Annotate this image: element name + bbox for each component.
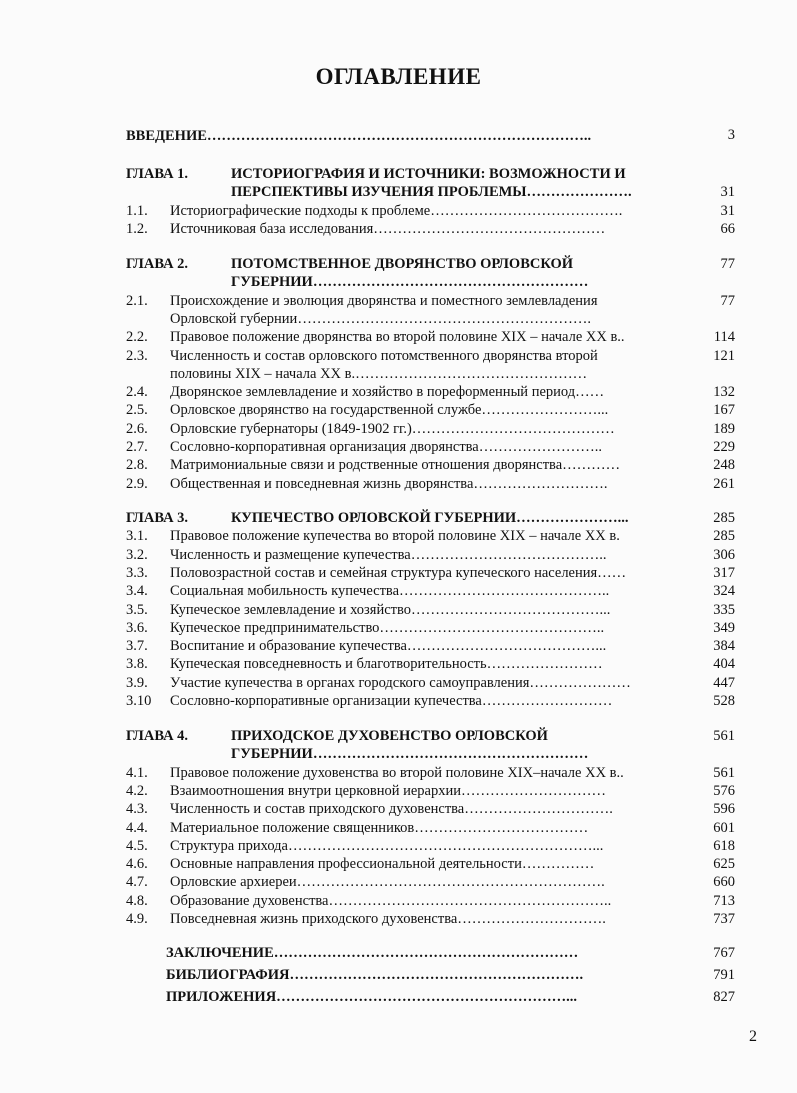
section-page: 737 <box>713 911 735 927</box>
section-number: 3.3. <box>126 564 148 581</box>
section-number: 3.8. <box>126 656 148 673</box>
section-page: 660 <box>713 874 735 891</box>
closing-label: БИБЛИОГРАФИЯ……………………………………………………. <box>166 967 584 983</box>
section-number: 2.5. <box>126 402 148 419</box>
closing-label: ЗАКЛЮЧЕНИЕ……………………………………………………… <box>166 945 579 961</box>
section-title: Матримониальные связи и родственные отношения дворянства………… <box>170 457 621 474</box>
section-number: 4.3. <box>126 801 148 818</box>
section-title: Орловские архиереи………………………………………………………. <box>170 874 605 891</box>
section-page: 261 <box>713 475 735 492</box>
section-page: 31 <box>720 202 735 219</box>
section-number: 3.4. <box>126 583 148 600</box>
section-title: Историографические подходы к проблеме…………………………………. <box>170 202 623 219</box>
page-title: ОГЛАВЛЕНИЕ <box>315 64 482 89</box>
section-page: 121 <box>713 347 735 364</box>
section-title: Орловское дворянство на государственной службе……………………... <box>170 402 609 419</box>
chapter-title: ГУБЕРНИИ………………………………………………… <box>231 746 589 763</box>
section-page: 447 <box>713 674 735 691</box>
section-number: 4.9. <box>126 911 148 927</box>
closing-page: 827 <box>713 989 735 1005</box>
section-number: 3.5. <box>126 601 148 618</box>
section-title: Орловские губернаторы (1849-1902 гг.)…………………………………… <box>170 420 615 437</box>
section-number: 3.2. <box>126 546 148 563</box>
section-number: 4.5. <box>126 837 148 854</box>
section-page: 618 <box>713 837 735 854</box>
section-title: Численность и состав приходского духовенства…………………………. <box>170 801 613 818</box>
closing-page: 767 <box>713 945 735 961</box>
section-number: 2.7. <box>126 439 148 455</box>
section-number: 2.9. <box>126 475 148 492</box>
section-page: 285 <box>713 528 735 545</box>
section-title: Участие купечества в органах городского самоуправления………………… <box>170 674 631 691</box>
section-page: 324 <box>713 583 735 600</box>
section-number: 2.8. <box>126 457 148 474</box>
section-page: 77 <box>720 292 735 309</box>
section-number: 1.1. <box>126 202 148 219</box>
section-page: 335 <box>713 601 735 618</box>
section-title: Образование духовенства………………………………………………….. <box>170 892 612 909</box>
section-number: 4.4. <box>126 819 148 836</box>
section-page: 317 <box>713 564 735 581</box>
section-number: 4.7. <box>126 874 148 891</box>
section-title: Сословно-корпоративная организация дворянства…………………….. <box>170 439 602 455</box>
section-page: 561 <box>713 764 735 781</box>
section-number: 2.2. <box>126 329 148 346</box>
section-number: 4.2. <box>126 782 148 799</box>
section-page: 596 <box>713 801 735 818</box>
section-page: 306 <box>713 546 735 563</box>
section-number: 4.6. <box>126 856 148 873</box>
chapter-number: ГЛАВА 1. <box>126 166 189 182</box>
section-title: Повседневная жизнь приходского духовенства…………………………. <box>170 911 606 927</box>
section-page: 66 <box>720 220 735 237</box>
section-page: 625 <box>713 856 735 873</box>
chapter-page: 561 <box>713 728 735 744</box>
section-page: 248 <box>713 457 735 474</box>
toc-intro-label: ВВЕДЕНИЕ…………………………………………………………………….. <box>126 128 592 144</box>
page-number: 2 <box>749 1028 757 1045</box>
toc-intro-page: 3 <box>727 127 735 143</box>
section-number: 3.9. <box>126 674 148 691</box>
section-page: 132 <box>713 384 735 401</box>
section-page: 528 <box>713 693 735 709</box>
section-title: Источниковая база исследования………………………………………… <box>170 220 606 237</box>
section-page: 349 <box>713 619 735 636</box>
section-number: 3.1. <box>126 528 148 545</box>
section-title: Структура прихода………………………………………………………... <box>170 837 604 854</box>
section-number: 4.1. <box>126 764 148 781</box>
section-title: Купеческое землевладение и хозяйство…………………………………... <box>170 601 611 618</box>
chapter-title: ГУБЕРНИИ………………………………………………… <box>231 274 589 291</box>
section-title: Купеческая повседневность и благотворительность…………………… <box>170 656 603 673</box>
chapter-title: ПРИХОДСКОЕ ДУХОВЕНСТВО ОРЛОВСКОЙ <box>231 728 548 744</box>
chapter-title: ПОТОМСТВЕННОЕ ДВОРЯНСТВО ОРЛОВСКОЙ <box>231 256 574 272</box>
section-title: Воспитание и образование купечества…………………………………... <box>170 638 607 655</box>
section-title: половины XIX – начала XX в.………………………………………… <box>170 365 588 382</box>
section-number: 4.8. <box>126 892 148 909</box>
section-title: Социальная мобильность купечества…………………………………….. <box>170 583 610 600</box>
section-title: Дворянское землевладение и хозяйство в пореформенный период…… <box>170 384 605 401</box>
section-number: 2.6. <box>126 420 148 437</box>
section-title: Правовое положение купечества во второй половине XIX – начале XX в. <box>170 528 620 545</box>
chapter-title: ИСТОРИОГРАФИЯ И ИСТОЧНИКИ: ВОЗМОЖНОСТИ И <box>231 166 626 182</box>
section-title: Купеческое предпринимательство……………………………………….. <box>170 619 605 636</box>
section-number: 2.3. <box>126 347 148 364</box>
closing-label: ПРИЛОЖЕНИЯ……………………………………………………... <box>166 989 578 1005</box>
section-title: Взаимоотношения внутри церковной иерархии………………………… <box>170 782 606 799</box>
section-number: 1.2. <box>126 220 148 237</box>
section-number: 3.10 <box>126 693 152 709</box>
section-page: 114 <box>713 329 735 346</box>
chapter-page: 31 <box>720 184 735 201</box>
chapter-title: ПЕРСПЕКТИВЫ ИЗУЧЕНИЯ ПРОБЛЕМЫ…………………. <box>231 184 632 201</box>
section-title: Орловской губернии……………………………………………………. <box>170 310 591 327</box>
section-page: 167 <box>713 402 735 419</box>
section-number: 3.6. <box>126 619 148 636</box>
chapter-page: 77 <box>720 256 735 272</box>
section-title: Происхождение и эволюция дворянства и поместного землевладения <box>170 292 598 309</box>
section-title: Численность и состав орловского потомственного дворянства второй <box>170 347 598 364</box>
section-number: 2.1. <box>126 292 148 309</box>
section-page: 601 <box>713 819 735 836</box>
chapter-number: ГЛАВА 4. <box>126 728 189 744</box>
chapter-number: ГЛАВА 3. <box>126 510 189 526</box>
section-title: Общественная и повседневная жизнь дворянства………………………. <box>170 475 608 492</box>
section-page: 384 <box>713 638 735 655</box>
section-title: Материальное положение священников……………………………… <box>170 819 589 836</box>
section-page: 404 <box>713 656 735 673</box>
section-page: 713 <box>713 892 735 909</box>
section-title: Правовое положение духовенства во второй половине XIX–начале XX в.. <box>170 764 624 781</box>
section-title: Половозрастной состав и семейная структура купеческого населения…… <box>170 564 627 581</box>
section-page: 229 <box>713 439 735 455</box>
chapter-number: ГЛАВА 2. <box>126 256 189 272</box>
section-title: Основные направления профессиональной деятельности…………… <box>170 856 595 873</box>
section-title: Правовое положение дворянства во второй половине XIX – начале XX в.. <box>170 329 625 346</box>
section-number: 2.4. <box>126 384 148 401</box>
section-page: 576 <box>713 782 735 799</box>
closing-page: 791 <box>713 967 735 983</box>
section-number: 3.7. <box>126 638 148 655</box>
chapter-page: 285 <box>713 510 735 526</box>
section-title: Сословно-корпоративные организации купечества……………………… <box>170 693 613 709</box>
section-title: Численность и размещение купечества………………………………….. <box>170 546 607 563</box>
section-page: 189 <box>713 420 735 437</box>
chapter-title: КУПЕЧЕСТВО ОРЛОВСКОЙ ГУБЕРНИИ…………………... <box>231 510 629 526</box>
